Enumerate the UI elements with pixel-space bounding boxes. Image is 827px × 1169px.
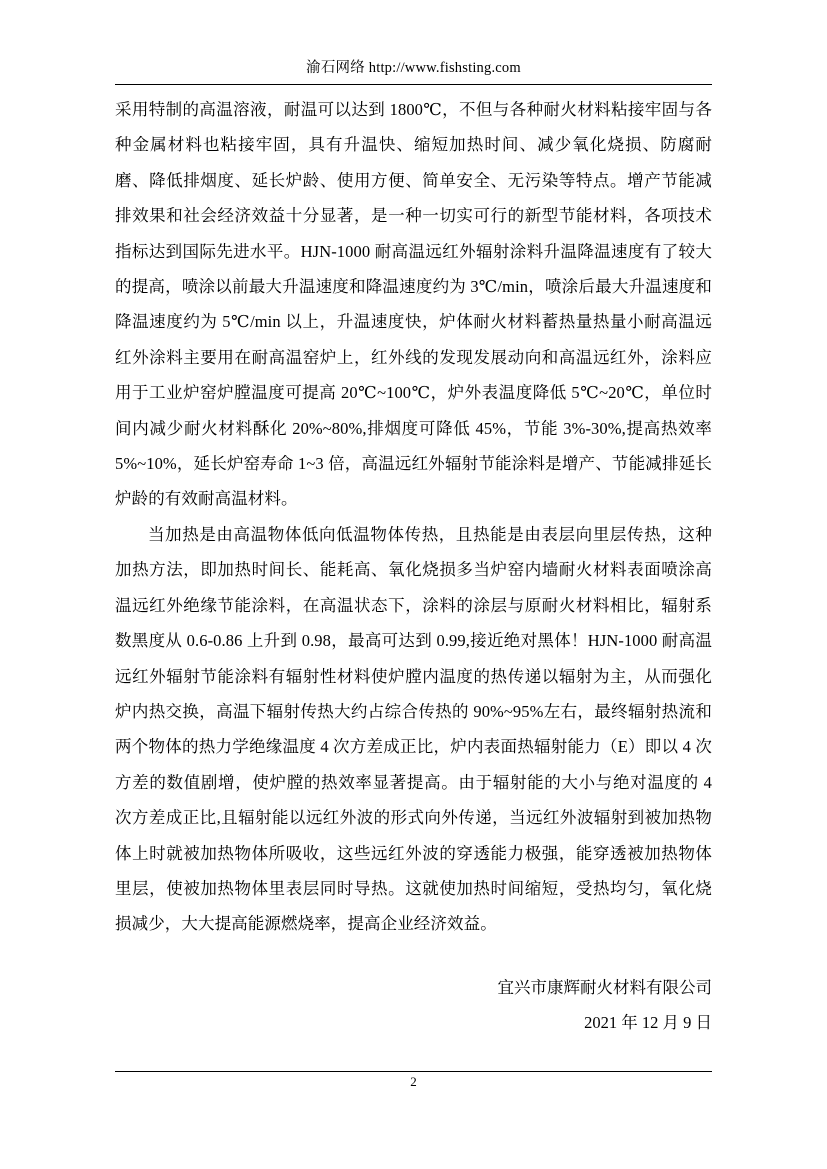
paragraph-1: 采用特制的高温溶液，耐温可以达到 1800℃，不但与各种耐火材料粘接牢固与各种金属材料也粘接牢固，具有升温快、缩短加热时间、减少氧化烧损、防腐耐磨、降低排烟度、延长炉龄、使用方便、简单安全、无污染等特点。增产节能减排效果和社会经济效益十分显著，是一种一切实可行的新型节能材料，各项技术指标达到国际先进水平。HJN-1000 耐高温远红外辐射涂料升温降温速度有了较大的提高，喷涂以前最大升温速度和降温速度约为 3℃/min，喷涂后最大升温速度和降温速度约为 5℃/min 以上，升温速度快，炉体耐火材料蓄热量热量小耐高温远红外涂料主要用在耐高温窑炉上，红外线的发现发展动向和高温远红外，涂料应用于工业炉窑炉膛温度可提高 20℃~100℃，炉外表温度降低 5℃~20℃，单位时间内减少耐火材料酥化 20%~80%,排烟度可降低 45%，节能 3%-30%,提高热效率 5%~10%，延长炉窑寿命 1~3 倍，高温远红外辐射节能涂料是增产、节能减排延长炉龄的有效耐高温材料。: [115, 100, 712, 509]
header-divider: [115, 84, 712, 85]
page-number: 2: [410, 1074, 417, 1089]
footer-divider: [115, 1071, 712, 1072]
watermark-header: 渝石网络 http://www.fishsting.com: [306, 60, 521, 76]
signature-block: [115, 970, 712, 1041]
signature-date: 2021 年 12 月 9 日: [584, 1013, 712, 1033]
document-body: [115, 92, 712, 1041]
paragraph-2: 当加热是由高温物体低向低温物体传热，且热能是由表层向里层传热，这种加热方法，即加热时间长、能耗高、氧化烧损多当炉窑内墙耐火材料表面喷涂高温远红外绝缘节能涂料，在高温状态下，涂料的涂层与原耐火材料相比，辐射系数黑度从 0.6-0.86 上升到 0.98，最高可达到 0.99,接近绝对黑体！HJN-1000 耐高温远红外辐射节能涂料有辐射性材料使炉膛内温度的热传递以辐射为主，从而强化炉内热交换，高温下辐射传热大约占综合传热的 90%~95%左右，最终辐射热流和两个物体的热力学绝缘温度 4 次方差成正比，炉内表面热辐射能力（E）即以 4 次方差的数值剧增，使炉膛的热效率显著提高。由于辐射能的大小与绝对温度的 4 次方差成正比,且辐射能以远红外波的形式向外传递，当远红外波辐射到被加热物体上时就被加热物体所吸收，这些远红外波的穿透能力极强，能穿透被加热物体里层，使被加热物体里表层同时导热。这就使加热时间缩短，受热均匀，氧化烧损减少，大大提高能源燃烧率，提高企业经济效益。: [115, 524, 712, 934]
signature-company: 宜兴市康辉耐火材料有限公司: [497, 977, 712, 997]
